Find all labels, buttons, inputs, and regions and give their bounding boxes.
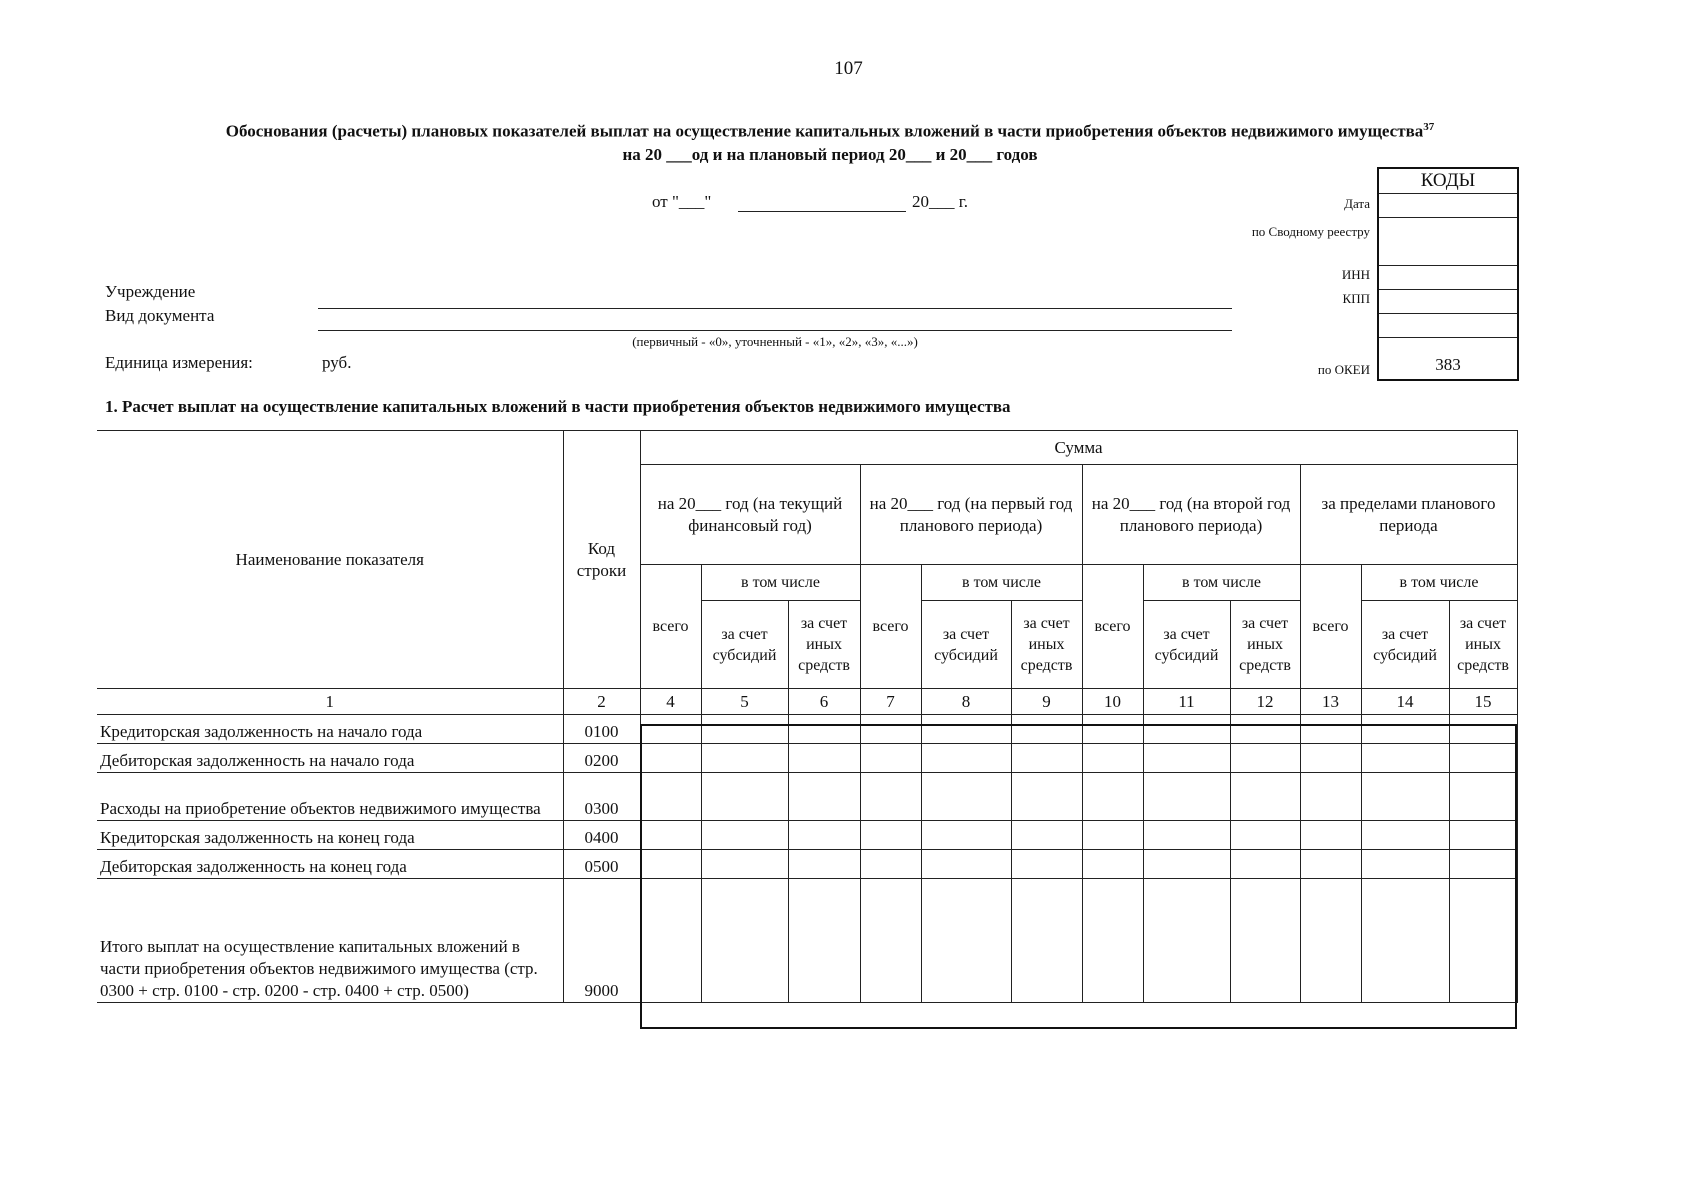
sum-header: Сумма <box>640 431 1517 465</box>
codes-registry-label: по Сводному реестру <box>1251 224 1370 239</box>
value-cell[interactable] <box>1011 850 1082 879</box>
value-cell[interactable] <box>1230 715 1300 744</box>
codes-okei-label: по ОКЕИ <box>1317 362 1370 377</box>
total-header: всего <box>640 565 701 689</box>
value-cell[interactable] <box>701 821 788 850</box>
value-cell[interactable] <box>1300 744 1361 773</box>
row-code: 9000 <box>563 879 640 1003</box>
value-cell[interactable] <box>788 879 860 1003</box>
value-cell[interactable] <box>1011 821 1082 850</box>
value-cell[interactable] <box>1230 773 1300 821</box>
col-number: 7 <box>860 689 921 715</box>
row-code: 0100 <box>563 715 640 744</box>
including-header: в том числе <box>701 565 860 601</box>
value-cell[interactable] <box>788 744 860 773</box>
doc-type-line[interactable] <box>318 330 1232 331</box>
document-title <box>60 114 1600 145</box>
value-cell[interactable] <box>1300 773 1361 821</box>
period-first: на 20___ год (на первый год планового периода) <box>860 465 1082 565</box>
subsidies-header: за счет субсидий <box>921 601 1011 689</box>
row-code: 0500 <box>563 850 640 879</box>
value-cell[interactable] <box>1300 715 1361 744</box>
value-cell[interactable] <box>1230 821 1300 850</box>
value-cell[interactable] <box>921 744 1011 773</box>
value-cell[interactable] <box>921 715 1011 744</box>
value-cell[interactable] <box>921 773 1011 821</box>
total-header: всего <box>860 565 921 689</box>
value-cell[interactable] <box>860 744 921 773</box>
total-header: всего <box>1300 565 1361 689</box>
row-name: Расходы на приобретение объектов недвижимого имущества <box>97 773 563 821</box>
col-number: 10 <box>1082 689 1143 715</box>
row-name: Кредиторская задолженность на конец года <box>97 821 563 850</box>
value-cell[interactable] <box>1143 821 1230 850</box>
value-cell[interactable] <box>1449 773 1517 821</box>
doc-type-label: Вид документа <box>105 306 215 325</box>
subsidies-header: за счет субсидий <box>1143 601 1230 689</box>
value-cell[interactable] <box>1361 715 1449 744</box>
codes-box <box>1377 167 1519 381</box>
col-code-header: Код строки <box>563 431 640 689</box>
value-cell[interactable] <box>788 850 860 879</box>
institution-label: Учреждение <box>105 282 196 301</box>
section-title: 1. Расчет выплат на осуществление капитальных вложений в части приобретения объектов недвижимого имущества <box>105 397 1011 416</box>
table-row <box>97 850 1517 879</box>
value-cell[interactable] <box>1361 879 1449 1003</box>
column-numbers-row <box>97 689 1517 715</box>
value-cell[interactable] <box>1300 879 1361 1003</box>
value-cell[interactable] <box>1082 773 1143 821</box>
title-line-2: на 20 ___од и на плановый период 20___ и 20___ годов <box>622 145 1038 164</box>
value-cell[interactable] <box>788 715 860 744</box>
other-funds-header: за счет иных средств <box>788 601 860 689</box>
period-current: на 20___ год (на текущий финансовый год) <box>640 465 860 565</box>
value-cell[interactable] <box>1361 773 1449 821</box>
row-code: 0300 <box>563 773 640 821</box>
col-number: 11 <box>1143 689 1230 715</box>
value-cell[interactable] <box>1361 850 1449 879</box>
value-cell[interactable] <box>640 821 701 850</box>
institution-line[interactable] <box>318 308 1232 309</box>
value-cell[interactable] <box>860 879 921 1003</box>
footnote-marker: 37 <box>1423 121 1435 133</box>
value-cell[interactable] <box>701 773 788 821</box>
value-cell[interactable] <box>640 850 701 879</box>
value-cell[interactable] <box>921 879 1011 1003</box>
value-cell[interactable] <box>640 879 701 1003</box>
other-funds-header: за счет иных средств <box>1011 601 1082 689</box>
row-code: 0200 <box>563 744 640 773</box>
value-cell[interactable] <box>1449 879 1517 1003</box>
col-number: 4 <box>640 689 701 715</box>
col-number: 15 <box>1449 689 1517 715</box>
value-cell[interactable] <box>921 850 1011 879</box>
codes-inn-label: ИНН <box>1341 267 1370 282</box>
value-cell[interactable] <box>701 744 788 773</box>
payments-table <box>97 430 1518 1003</box>
value-cell[interactable] <box>921 821 1011 850</box>
table-row <box>97 744 1517 773</box>
other-funds-header: за счет иных средств <box>1449 601 1517 689</box>
value-cell[interactable] <box>640 773 701 821</box>
table-row <box>97 821 1517 850</box>
including-header: в том числе <box>1143 565 1300 601</box>
value-cell[interactable] <box>1361 744 1449 773</box>
value-cell[interactable] <box>1361 821 1449 850</box>
date-month-line[interactable] <box>738 211 906 212</box>
okei-value: 383 <box>1435 355 1461 374</box>
value-cell[interactable] <box>1449 715 1517 744</box>
value-cell[interactable] <box>1449 821 1517 850</box>
including-header: в том числе <box>921 565 1082 601</box>
value-cell[interactable] <box>788 773 860 821</box>
period-second: на 20___ год (на второй год планового периода) <box>1082 465 1300 565</box>
including-header: в том числе <box>1361 565 1517 601</box>
value-cell[interactable] <box>640 715 701 744</box>
col-name-header: Наименование показателя <box>97 431 563 689</box>
value-cell[interactable] <box>701 879 788 1003</box>
date-from: от "___" <box>652 192 712 211</box>
codes-date-label: Дата <box>1344 196 1370 211</box>
col-number: 14 <box>1361 689 1449 715</box>
value-cell[interactable] <box>1143 850 1230 879</box>
col-number: 1 <box>97 689 563 715</box>
value-cell[interactable] <box>1143 715 1230 744</box>
value-cell[interactable] <box>1300 821 1361 850</box>
value-cell[interactable] <box>860 850 921 879</box>
row-name: Дебиторская задолженность на конец года <box>97 850 563 879</box>
value-cell[interactable] <box>1449 744 1517 773</box>
col-number: 8 <box>921 689 1011 715</box>
col-number: 2 <box>563 689 640 715</box>
table-row-total <box>97 879 1517 1003</box>
title-line-1: Обоснования (расчеты) плановых показателей выплат на осуществление капитальных вложений в части приобретения объектов недвижимого имущества <box>225 121 1424 141</box>
row-name: Кредиторская задолженность на начало года <box>97 715 563 744</box>
value-cell[interactable] <box>1011 715 1082 744</box>
value-cell[interactable] <box>1300 850 1361 879</box>
doc-type-hint: (первичный - «0», уточненный - «1», «2», «3», «...») <box>632 334 918 349</box>
value-cell[interactable] <box>1082 879 1143 1003</box>
value-cell[interactable] <box>640 744 701 773</box>
subsidies-header: за счет субсидий <box>701 601 788 689</box>
value-cell[interactable] <box>1230 850 1300 879</box>
subsidies-header: за счет субсидий <box>1361 601 1449 689</box>
value-cell[interactable] <box>701 715 788 744</box>
value-cell[interactable] <box>860 715 921 744</box>
value-cell[interactable] <box>1230 879 1300 1003</box>
value-cell[interactable] <box>860 773 921 821</box>
value-cell[interactable] <box>1449 850 1517 879</box>
table-row <box>97 715 1517 744</box>
value-cell[interactable] <box>1011 879 1082 1003</box>
value-cell[interactable] <box>1143 879 1230 1003</box>
total-header: всего <box>1082 565 1143 689</box>
col-number: 12 <box>1230 689 1300 715</box>
value-cell[interactable] <box>1082 715 1143 744</box>
codes-kpp-label: КПП <box>1342 291 1370 306</box>
col-number: 6 <box>788 689 860 715</box>
col-number: 13 <box>1300 689 1361 715</box>
value-cell[interactable] <box>1082 821 1143 850</box>
value-cell[interactable] <box>1011 773 1082 821</box>
value-cell[interactable] <box>1143 744 1230 773</box>
other-funds-header: за счет иных средств <box>1230 601 1300 689</box>
value-cell[interactable] <box>1082 850 1143 879</box>
unit-value: руб. <box>322 353 352 372</box>
value-cell[interactable] <box>1011 744 1082 773</box>
value-cell[interactable] <box>1230 744 1300 773</box>
col-number: 9 <box>1011 689 1082 715</box>
codes-header: КОДЫ <box>1420 170 1476 191</box>
row-name: Дебиторская задолженность на начало года <box>97 744 563 773</box>
page-number: 107 <box>834 58 863 79</box>
row-code: 0400 <box>563 821 640 850</box>
period-beyond: за пределами планового периода <box>1300 465 1517 565</box>
col-number: 5 <box>701 689 788 715</box>
value-cell[interactable] <box>1143 773 1230 821</box>
table-row <box>97 773 1517 821</box>
value-cell[interactable] <box>860 821 921 850</box>
value-cell[interactable] <box>701 850 788 879</box>
date-year: 20___ г. <box>912 192 969 211</box>
row-name: Итого выплат на осуществление капитальных вложений в части приобретения объектов недвижимого имущества (стр. 0300 + стр. 0100 - стр. 0200 - стр. 0400 + стр. 0500) <box>97 879 563 1003</box>
unit-label: Единица измерения: <box>105 353 253 372</box>
value-cell[interactable] <box>788 821 860 850</box>
value-cell[interactable] <box>1082 744 1143 773</box>
